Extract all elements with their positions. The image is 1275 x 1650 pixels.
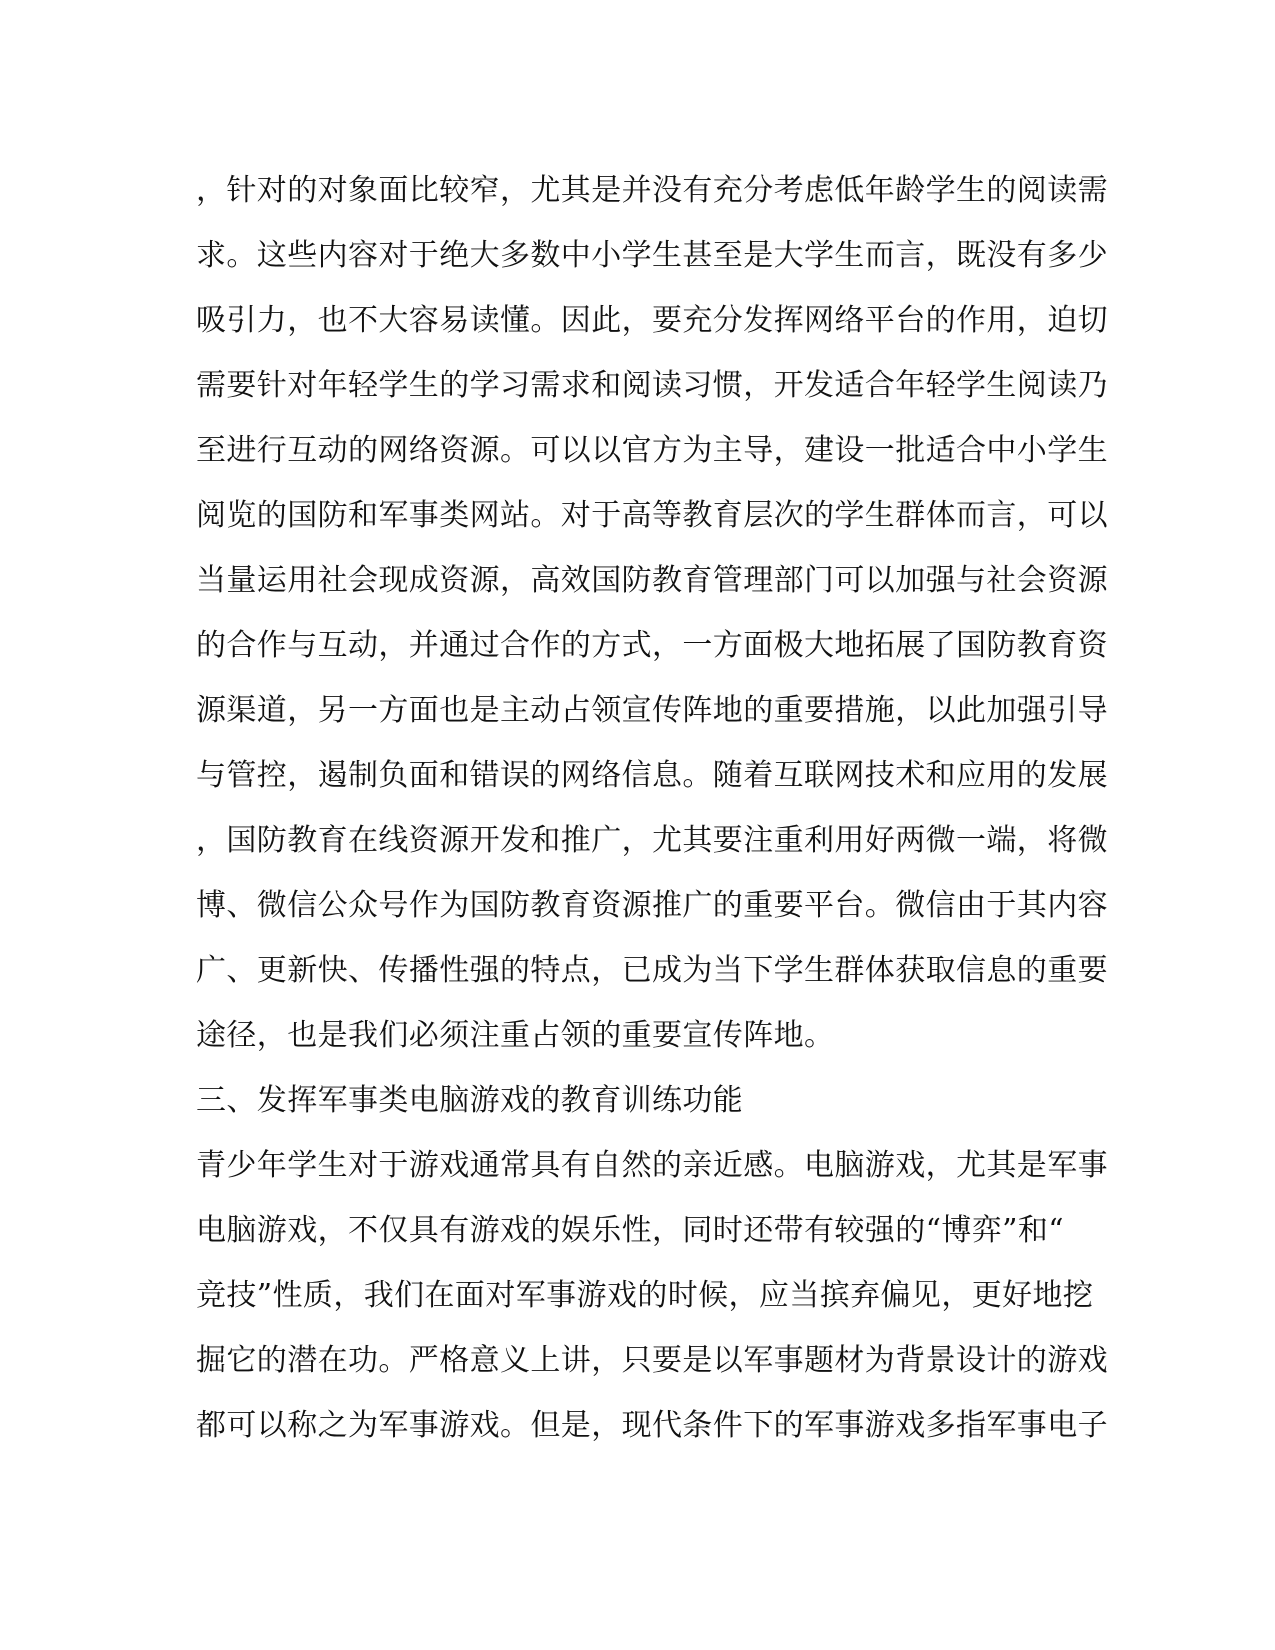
text-line: 阅览的国防和军事类网站。对于高等教育层次的学生群体而言，可以 bbox=[196, 498, 1108, 533]
text-line: 源渠道，另一方面也是主动占领宣传阵地的重要措施，以此加强引导 bbox=[196, 693, 1108, 728]
body-text bbox=[196, 158, 1108, 1458]
text-line: ，国防教育在线资源开发和推广，尤其要注重利用好两微一端，将微 bbox=[196, 823, 1108, 858]
text-line: 途径，也是我们必须注重占领的重要宣传阵地。 bbox=[196, 1018, 835, 1053]
text-line: 青少年学生对于游戏通常具有自然的亲近感。电脑游戏，尤其是军事 bbox=[196, 1148, 1108, 1183]
text-line: 都可以称之为军事游戏。但是，现代条件下的军事游戏多指军事电子 bbox=[196, 1408, 1108, 1443]
text-line: 博、微信公众号作为国防教育资源推广的重要平台。微信由于其内容 bbox=[196, 888, 1108, 923]
section-heading: 三、发挥军事类电脑游戏的教育训练功能 bbox=[196, 1083, 744, 1118]
text-line: ，针对的对象面比较窄，尤其是并没有充分考虑低年龄学生的阅读需 bbox=[196, 173, 1108, 208]
text-line: 求。这些内容对于绝大多数中小学生甚至是大学生而言，既没有多少 bbox=[196, 238, 1108, 273]
text-line: 掘它的潜在功。严格意义上讲，只要是以军事题材为背景设计的游戏 bbox=[196, 1343, 1108, 1378]
text-line: 当量运用社会现成资源，高效国防教育管理部门可以加强与社会资源 bbox=[196, 563, 1108, 598]
text-line: 电脑游戏，不仅具有游戏的娱乐性，同时还带有较强的“博弈”和“ bbox=[196, 1213, 1065, 1248]
text-line: 广、更新快、传播性强的特点，已成为当下学生群体获取信息的重要 bbox=[196, 953, 1108, 988]
text-line: 竞技”性质，我们在面对军事游戏的时候，应当摈弃偏见，更好地挖 bbox=[196, 1278, 1094, 1313]
text-line: 至进行互动的网络资源。可以以官方为主导，建设一批适合中小学生 bbox=[196, 433, 1108, 468]
text-line: 的合作与互动，并通过合作的方式，一方面极大地拓展了国防教育资 bbox=[196, 628, 1108, 663]
text-line: 吸引力，也不大容易读懂。因此，要充分发挥网络平台的作用，迫切 bbox=[196, 303, 1108, 338]
text-line: 与管控，遏制负面和错误的网络信息。随着互联网技术和应用的发展 bbox=[196, 758, 1108, 793]
text-line: 需要针对年轻学生的学习需求和阅读习惯，开发适合年轻学生阅读乃 bbox=[196, 368, 1108, 403]
